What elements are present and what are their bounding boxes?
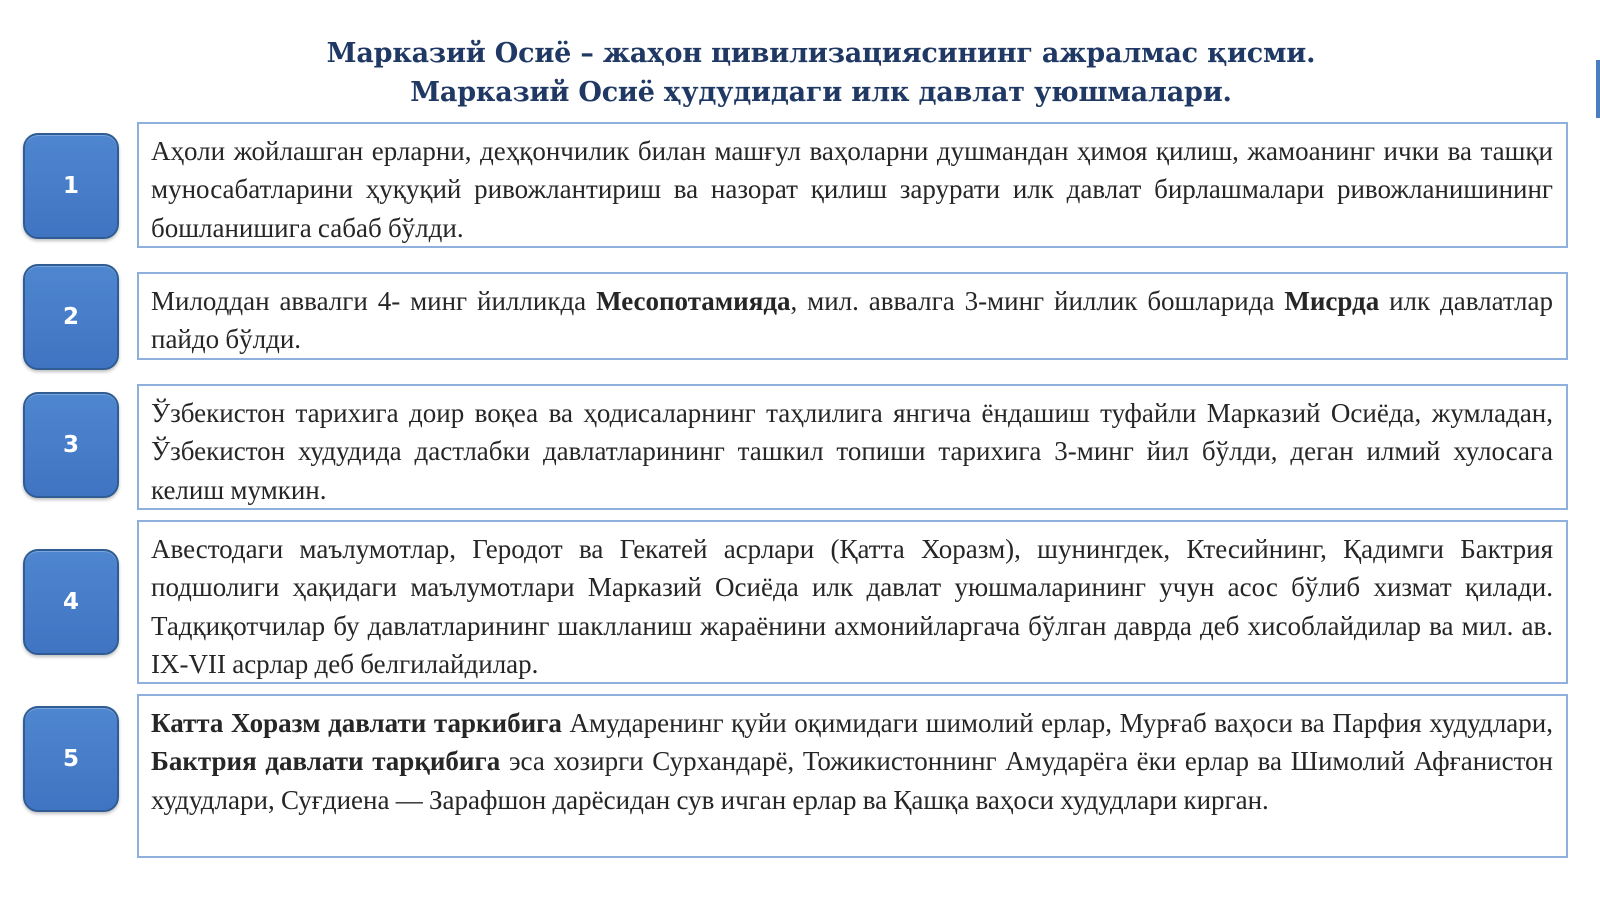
text-box-1 [137, 122, 1568, 248]
item-2-text-b: , мил. аввалга 3-минг йиллик бошларида [790, 286, 1285, 316]
item-2-text-c: илк давлатлар пайдо бўлди. [151, 286, 1554, 355]
number-badge-1: 1 [23, 133, 119, 239]
edge-accent-bar [1596, 60, 1600, 118]
text-box-3 [137, 384, 1568, 510]
item-3-text: Ўзбекистон тарихига доир воқеа ва ҳодисаларнинг таҳлилига янгича ёндашиш туфайли Марказий Осиёда, жумладан, Ўзбекистон худудида дастлабки давлатларининг ташкил топиши тарихига 3-минг йил бўлди, деган илмий хулосага келиш мумкин. [151, 398, 1553, 505]
item-2-text-a: Милоддан аввалги 4- минг йилликда [151, 286, 597, 316]
item-5-bold-khorezm: Катта Хоразм давлати таркибига [151, 708, 562, 738]
number-badge-5: 5 [23, 706, 119, 812]
item-5-text-a: Амударенинг қуйи оқимидаги шимолий ерлар, Мурғаб ваҳоси ва Парфия худудлари, [561, 708, 1553, 738]
item-2-bold-mesopotamia: Месопотамияда [596, 286, 791, 316]
number-badge-4: 4 [23, 549, 119, 655]
item-5-text-b: эса хозирги Сурхандарё, Тожикистоннинг Амударёга ёки ерлар ва Шимолий Афғанистон худудлари, Суғдиена — Зарафшон дарёсидан сув ичган ерлар ва Қашқа ваҳоси худудлари кирган. [151, 746, 1553, 815]
text-box-5 [137, 694, 1568, 858]
text-box-2 [137, 272, 1568, 360]
slide-title [0, 34, 1600, 112]
item-2-bold-egypt: Мисрда [1284, 286, 1380, 316]
text-box-4 [137, 520, 1568, 684]
item-5-bold-bactria: Бактрия давлати тарқибига [151, 746, 501, 777]
number-badge-3: 3 [23, 392, 119, 498]
item-1-text: Аҳоли жойлашган ерларни, деҳқончилик билан машғул ваҳоларни душмандан ҳимоя қилиш, жамоанинг ички ва ташқи муносабатларини ҳуқуқий ривожлантириш ва назорат қилиш зарурати илк давлат бирлашмалари ривожланишининг бошланишига сабаб бўлди. [151, 136, 1553, 243]
title-line-2: Марказий Осиё ҳудудидаги илк давлат уюшмалари. [410, 77, 1232, 108]
number-badge-2: 2 [23, 264, 119, 370]
title-line-1: Марказий Осиё – жаҳон цивилизациясининг ажралмас қисми. [326, 38, 1316, 69]
item-4-text: Авестодаги маълумотлар, Геродот ва Гекатей асрлари (Қатта Хоразм), шунингдек, Ктесийнинг, Қадимги Бактрия подшолиги ҳақидаги маълумотлари Марказий Осиёда илк давлат уюшмаларининг учун асос бўлиб хизмат қилади. Тадқиқотчилар бу давлатларининг шаклланиш жараёнини ахмонийларгача бўлган даврда деб хисоблайдилар ва мил. ав. IX-VII асрлар деб белгилайдилар. [151, 534, 1553, 679]
